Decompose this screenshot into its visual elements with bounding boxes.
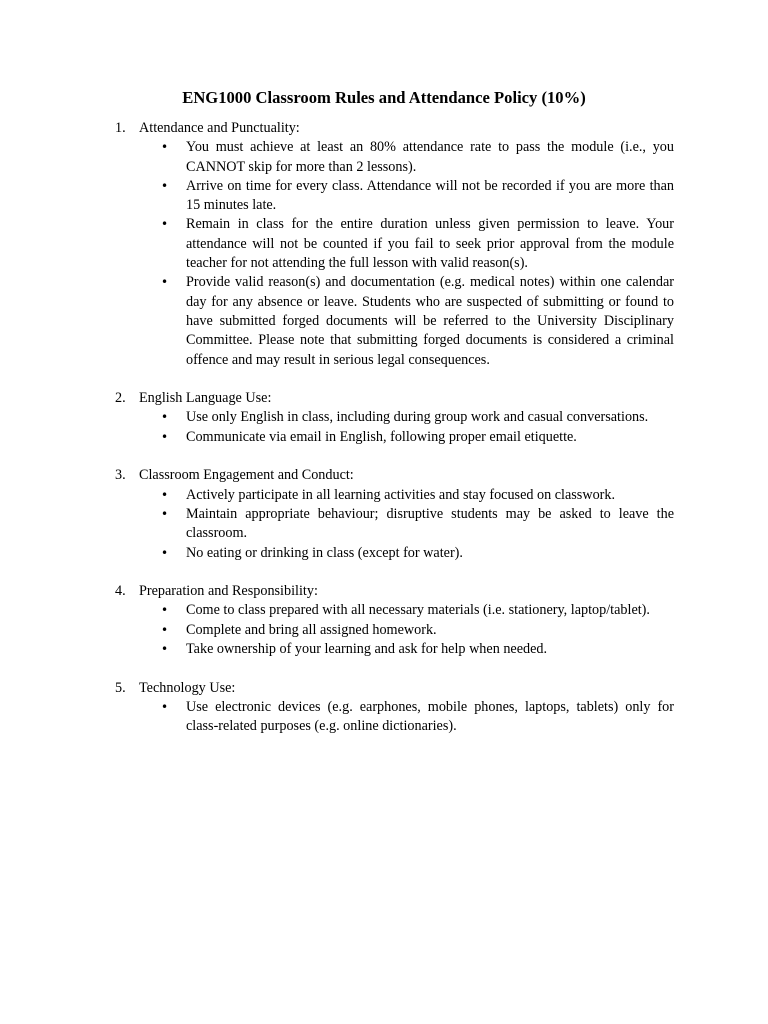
section-title: Preparation and Responsibility: xyxy=(139,583,318,600)
document-title: ENG1000 Classroom Rules and Attendance Policy (10%) xyxy=(182,88,586,107)
bullet-icon: • xyxy=(161,622,169,637)
list-item xyxy=(139,505,674,544)
list-item xyxy=(139,138,674,177)
bullet-icon: • xyxy=(161,506,169,521)
list-item xyxy=(139,428,674,447)
section-number: 3. xyxy=(115,467,126,484)
bullet-icon: • xyxy=(161,140,169,155)
list-item xyxy=(139,621,674,640)
bullet-list xyxy=(139,408,674,447)
list-item xyxy=(139,408,674,427)
bullet-icon: • xyxy=(161,410,169,425)
list-item-text: Arrive on time for every class. Attendance will not be recorded if you are more than 15 minutes late. xyxy=(186,177,674,214)
bullet-icon: • xyxy=(161,545,169,560)
list-item-text: Use electronic devices (e.g. earphones, mobile phones, laptops, tablets) only for class-related purposes (e.g. online dictionaries). xyxy=(186,698,674,735)
list-item-text: You must achieve at least an 80% attendance rate to pass the module (i.e., you CANNOT skip for more than 2 lessons). xyxy=(186,139,674,175)
bullet-icon: • xyxy=(161,217,169,232)
list-item xyxy=(139,544,674,563)
list-item xyxy=(139,273,674,369)
bullet-icon: • xyxy=(161,603,169,618)
list-item-text: No eating or drinking in class (except for water). xyxy=(186,544,463,561)
list-item xyxy=(139,601,674,620)
bullet-icon: • xyxy=(161,429,169,444)
bullet-list xyxy=(139,138,674,370)
list-item-text: Take ownership of your learning and ask for help when needed. xyxy=(186,641,548,658)
bullet-icon: • xyxy=(161,178,169,193)
section-attendance xyxy=(95,119,674,370)
bullet-icon: • xyxy=(161,699,169,714)
list-item xyxy=(139,640,674,659)
bullet-list xyxy=(139,698,674,737)
section-preparation xyxy=(95,582,674,659)
list-item-text: Remain in class for the entire duration unless given permission to leave. Your attendance will not be counted if you fail to seek prior approval from the module teacher for not attending the full lesson with valid reason(s). xyxy=(186,216,674,272)
section-classroom-engagement xyxy=(95,466,674,562)
list-item-text: Complete and bring all assigned homework. xyxy=(186,621,437,638)
sections-list xyxy=(95,119,674,756)
bullet-icon: • xyxy=(161,275,169,290)
section-title: Attendance and Punctuality: xyxy=(139,120,300,136)
section-number: 5. xyxy=(115,679,126,696)
list-item xyxy=(139,486,674,505)
list-item-text: Come to class prepared with all necessary materials (i.e. stationery, laptop/tablet). xyxy=(186,602,650,619)
list-item-text: Use only English in class, including during group work and casual conversations. xyxy=(186,409,649,426)
section-number: 2. xyxy=(115,390,126,407)
list-item xyxy=(139,177,674,216)
list-item-text: Communicate via email in English, following proper email etiquette. xyxy=(186,428,577,445)
list-item xyxy=(139,215,674,273)
section-number: 1. xyxy=(115,120,126,136)
section-technology-use xyxy=(95,679,674,737)
section-title: Technology Use: xyxy=(139,679,236,696)
bullet-list xyxy=(139,601,674,659)
list-item-text: Actively participate in all learning activities and stay focused on classwork. xyxy=(186,486,616,503)
section-title: English Language Use: xyxy=(139,390,272,407)
list-item-text: Provide valid reason(s) and documentation (e.g. medical notes) within one calendar day for any absence or leave. Students who are suspected of submitting or found to have submitted forged documents will be referred to the University Disciplinary Committee. Please note that submitting forged documents is considered a criminal offence and may result in serious legal consequences. xyxy=(186,274,674,368)
bullet-icon: • xyxy=(161,487,169,502)
section-title: Classroom Engagement and Conduct: xyxy=(139,467,354,484)
bullet-icon: • xyxy=(161,642,169,657)
list-item xyxy=(139,698,674,737)
section-number: 4. xyxy=(115,583,126,600)
section-english-language xyxy=(95,389,674,447)
list-item-text: Maintain appropriate behaviour; disruptive students may be asked to leave the classroom. xyxy=(186,505,674,542)
bullet-list xyxy=(139,486,674,563)
